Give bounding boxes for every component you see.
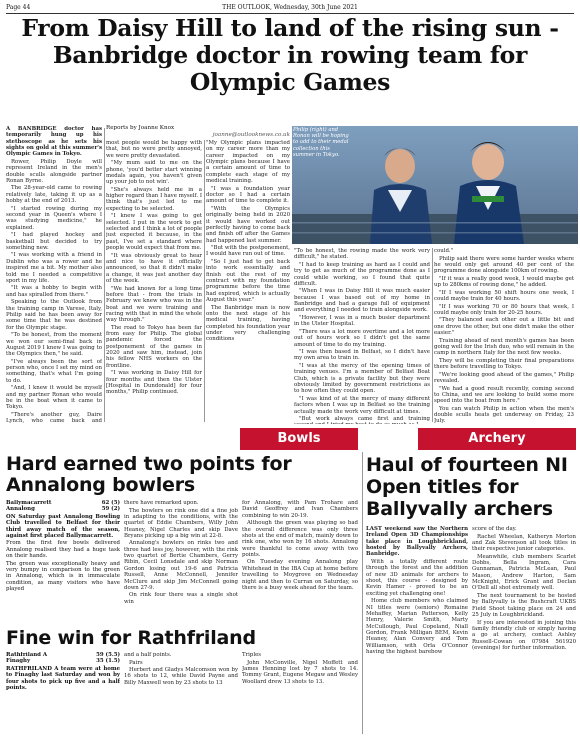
byline <box>106 125 290 139</box>
paragraph: and a half points. <box>124 652 172 658</box>
ballyvally-headline: Haul of fourteen NI Open titles for Ballyvally archers <box>366 454 568 520</box>
story-column-2 <box>106 140 202 424</box>
page-number: Page 44 <box>6 4 31 11</box>
byline-email[interactable]: joanne@outlooknews.co.uk <box>212 132 290 138</box>
main-headline: From Daisy Hill to land of the rising sun - Banbridge doctor in rowing team for Olympic Games <box>21 14 559 96</box>
annalong-column-2 <box>124 500 238 624</box>
story-column-3 <box>294 248 430 424</box>
paragraph: The 28-year-old came to rowing relatively late, taking it up as a hobby at the end of 2013. <box>6 185 102 205</box>
paragraph: "They balanced each other out a little bit and one drove the other, but one didn't make the other easier." <box>434 317 574 337</box>
paragraph: "If it was a really good week, I would maybe get up to 280kms of rowing done," he added. <box>434 275 574 289</box>
paragraph: "I had to keep training as hard as I could and try to get as much of the programme done as I could while working, so I found that quite difficult. <box>294 261 430 287</box>
paragraph: "It was obviously great to hear and nice to have it officially announced, so that it didn't make a change, it was just another day of the week. <box>106 252 202 284</box>
paragraph: The green was exceptionally heavy and very bumpy in comparison to the green in Annalong, which is in immaculate condition, as many visitors who have played <box>6 560 120 593</box>
paragraph: Rower, Philip Doyle will represent Ireland in the men's double sculls alongside partner Ronan Byrne. <box>6 158 102 184</box>
paragraph: "We had known for a long time before that - from the trials in February we knew who was in the boat and we were training and racing with that in mind the whole way through." <box>106 285 202 324</box>
paragraph: With a totally different route through the forest and the addition of new 3D animals for archers to shoot, this course - designed by Kevin Hamer - proved to be an exciting yet challenging one! <box>366 558 468 597</box>
paragraph: "We're looking good ahead of the games," Philip revealed. <box>434 371 574 385</box>
photo-caption: Philip (right) and Ronan will be hoping to add to their medal collection this summer in Tokyo. <box>293 127 349 158</box>
paragraph: "However, I was in a much busier department in the Ulster Hospital. <box>294 315 430 328</box>
annalong-score2-value: 59 (2) <box>101 506 120 513</box>
paragraph: On Tuesday evening Annalong play Whitehead in the IBA Cup at home before travelling to Moygrove on Wednesday night and then to Curran on Saturday, so there is a busy week ahead for the team. <box>242 559 358 591</box>
rathfriland-scorebox <box>6 652 120 734</box>
paragraph: "If I was working 50 shift hours one week, I could maybe train for 40 hours. <box>434 289 574 302</box>
paragraph: "I was then based in Belfast, so I didn't have my own area to train in. <box>294 349 430 362</box>
paragraph: If you are interested in joining this family friendly club or simply having a go at archery, contact Ashley Russell-Cowan on 07984 561920 (evenings) for further information. <box>472 619 576 651</box>
paragraph: "But work always came first and training <box>299 416 430 423</box>
paragraph: Rachel Wheelan, Katheryn Morton and Zak Stevenson all took titles in their respective junior categories. <box>472 533 576 553</box>
story-column-1 <box>6 126 102 424</box>
paragraph: could." <box>434 248 454 254</box>
paragraph: "She's always held me in a higher regard than I have myself. I think that's just led to me expecting to be selected. <box>106 186 202 212</box>
paragraph: "I was a foundation year doctor so I had a certain amount of time to complete it. <box>206 185 290 205</box>
paragraph: The Banbridge man is now onto the next stage of his medical training, having completed his foundation year under very challenging conditions <box>206 304 290 343</box>
bowls-section-label: Bowls <box>277 431 321 446</box>
paragraph: "I knew I was going to get selected. I put in the work to get selected and I think a lot of people just expected it because, in the past, I've set a standard where people would expect that from me. <box>106 213 202 252</box>
paragraph: "There's another guy, Daire Lynch, who came back and <box>6 411 102 424</box>
paragraph: most people would be happy with that, but no were pretty annoyed, we were pretty devastated. <box>106 140 202 159</box>
paragraph: The road to Tokyo has been far from easy for Philip. The global pandemic forced the postponement of the games in 2020 and saw him, instead, join his fellow NHS workers on the frontline. <box>106 324 202 369</box>
annalong-scorebox <box>6 500 120 622</box>
masthead <box>6 2 574 14</box>
paragraph: Pairs <box>129 659 143 666</box>
paragraph: The next tournament to be hosted by Ballyvally is the Bushcraft UKBS Field Shoot taking place on 24 and 25 July in Loughbrickland. <box>472 593 576 619</box>
paragraph: Although the green was playing so bad the overall difference was only three shots at the end of match, mainly down to rink one, who won by 16 shots. Annalong were thankful to come away with two points. <box>242 520 358 558</box>
paragraph: "And, I knew it would be myself and my partner Ronan who would be in the boat when it came to Tokyo. <box>6 385 102 411</box>
paragraph: The bowlers on rink one did a fine job in adapting to the conditions, with the quartet of Eddie Chambers, Willy John Heaney, Nigel Charles and skip Dave Bryans picking up a big win at 22-8. <box>124 507 238 539</box>
paragraph: there have remarked upon. <box>124 500 199 506</box>
paragraph: John McConville, Nigel Moffett and James Henning lost by 7 shots to 14. Tommy Grant, Eugene Megaw and Wesley Woollard drew 13 shots to 13. <box>242 659 358 685</box>
annalong-score2-team: Annalong <box>6 506 35 513</box>
paragraph: "My Olympic plans impacted on my career more than my career impacted on my Olympic plans because I have a certain amount of time to complete each stage of my medical training. <box>206 140 290 185</box>
paragraph: Herbert and Gladys Malcomson won by 16 shots to 12, while David Payne and Billy Maxwell won by 23 shots to 13 <box>124 667 238 686</box>
paragraph: "To be honest, from the moment we won our semi-final back in August 2019 I knew I was going to the Olympics then," he said. <box>6 332 102 358</box>
annalong-score1-value: 62 (5) <box>101 500 120 506</box>
paragraph: LAST weekend saw the Northern Ireland Open 3D Championships take place in Loughbrickland, hosted by Ballyvally Archers, Banbridge. <box>366 526 468 558</box>
paragraph: "To be honest, the rowing made the work very difficult," he stated. <box>294 248 430 261</box>
rathfriland-column-2 <box>124 652 238 734</box>
rathfriland-score2-team: Finaghy <box>6 658 31 665</box>
ballyvally-column-2 <box>472 526 576 734</box>
paragraph: "We had a good result recently, coming second to China, and we are looking to build some more speed into the boat from here." <box>434 385 574 405</box>
story-column-2b <box>206 140 290 424</box>
annalong-lead: ON Saturday past Annalong Bowling Club travelled to Belfast for their third away match of the season, against first placed Ballymacarrett. <box>6 513 120 540</box>
paragraph: From the first few bowls delivered Annalong realised they had a huge task on their hands. <box>6 540 120 560</box>
byline-reporter: Reports by Joanne Knox <box>106 125 175 131</box>
paragraph: "I was at the mercy of the opening times of training venues. I'm a member of Belfast Boat Club, which is a private facility but they were obviously limited by government restrictions as to how often they could open. <box>294 362 430 395</box>
paragraph: A BANBRIDGE doctor has temporarily hung up his stethoscope as he sets his sights on gold at this summer's Olympic Games in Tokyo. <box>6 126 102 158</box>
paragraph: "I started rowing during my second year in Queen's where I was studying medicine," he explained. <box>6 205 102 231</box>
annalong-column-3 <box>242 500 358 624</box>
rathfriland-score2-value: 35 (1.5) <box>96 658 120 665</box>
paragraph: "It was a hobby to begin with and has spiralled from there." <box>6 285 102 298</box>
paragraph: "I was kind of at the mercy of many different factors when I was up in Belfast so the training actually made the work very difficult at times. <box>294 395 430 415</box>
paragraph: "If I was working 70 or 80 hours that week, I could maybe only train for 20-25 hours. <box>434 303 574 316</box>
paragraph: Annalong's bowlers on rinks two and three had less joy, however, with the rink two quartet of Bertie Chambers, Gerry Ribin, Cecil Lonsdale and skip Norman Gordon losing out 19-6 and Patricia Russell, Anne McConnell, Jennifer McClure and skip Jim McConnell going down 27-9. <box>124 540 238 591</box>
paragraph: Philip said there were some harder weeks where he would only get around 40 per cent of the programme done alongside 100km of rowing. <box>434 255 574 275</box>
annalong-column-1 <box>6 540 120 592</box>
paragraph: You can watch Philip in action when the men's double sculls heats get underway on Friday, 23 July. <box>434 405 574 424</box>
annalong-score1-team: Ballymacarrett <box>6 500 52 506</box>
paragraph: "My mum said to me on the phone, 'you'd better start winning medals again, you haven't given up your job to not win'. <box>106 160 202 186</box>
publication-date: THE OUTLOOK, Wednesday, 30th June 2021 <box>222 4 358 11</box>
paragraph: "With the Olympics originally being held in 2020 it would have worked out perfectly having to come back and finish off after the Games had happened last summer. <box>206 205 290 244</box>
paragraph: for Annalong, with Pam Trohare and David Geoffrey and Ivan Chambers combining to win 20-19. <box>242 500 358 519</box>
rathfriland-headline: Fine win for Rathfriland <box>6 627 256 649</box>
paragraph: "I was working in Daisy Hill for four months and then the Ulster [Hospital in Dundonald] for four months," Philip continued. <box>106 370 202 396</box>
paragraph: Triples <box>242 652 262 658</box>
rathfriland-score1-team: Rathfriland A <box>6 652 48 658</box>
paragraph: "I had played hockey and basketball but decided to try something new. <box>6 232 102 251</box>
ballyvally-column-1 <box>366 526 468 734</box>
rathfriland-lead: RATHFRILAND A team were at home to Finaghy last Saturday and won by four shots to pick up five and a half points. <box>6 665 120 692</box>
paragraph: "I was working with a friend in Dublin who was a rower and he inspired me a bit. My mother also told me I needed a competitive sport in my life. <box>6 252 102 284</box>
rathfriland-score1-value: 59 (5.5) <box>96 652 120 658</box>
paragraph: Training ahead of next month's games has been going well for the Irish duo, who will remain in the camp in northern Italy for the next few weeks. <box>434 337 574 357</box>
paragraph: Meanwhile, club members Scarlet Dobbs, Bella Ingram, Cara Gunnaman, Patricia McLean, Paul Mason, Andrew Harton, Sam McKnight, Erick Grant and Declan O'Dell all shot extremely well. <box>472 553 576 592</box>
paragraph: Home club members who claimed NI titles were (seniors) Romaine Mehaffey, Marian Patterson, Kelly Henry, Valerie Smith, Marty McCullough, Paul Copeland, Niall Gordon, Frank Milligan BEM, Kevin Heaney, Alan Convery and Tom Williamson, with Orla O'Connor having the highest barebow <box>366 598 468 655</box>
archery-section-label: Archery <box>468 431 526 446</box>
annalong-headline: Hard earned two points for Annalong bowlers <box>6 453 292 496</box>
paragraph: "There was a lot more overtime and a lot more out of hours work so I didn't get the same amount of time to do my training. <box>294 328 430 348</box>
paragraph: "I've always been the sort of person who, once I set my mind on something, that's what I'm going to do. <box>6 358 102 384</box>
rathfriland-column-3 <box>242 652 358 734</box>
paragraph: Speaking to the Outlook from the training camp in Varese, Italy, Philip said he has been away for some time that he was destined for the Olympic stage. <box>6 299 102 331</box>
paragraph: "So I just had to get back into work essentially and finish out the rest of my contract with my foundation programme before the time had expired, which is actually August this year." <box>206 258 290 303</box>
paragraph: They will be completing their final preparations there before travelling to Tokyo. <box>434 357 574 371</box>
paragraph: "When I was in Daisy Hill it was much easier because I was based out of my home in Banbridge and had a garage full of equipment and everything I needed to train alongside work. <box>294 288 430 314</box>
paragraph: "But with the postponement, I would have run out of time. <box>206 245 290 258</box>
paragraph: score of the day. <box>472 526 517 532</box>
paragraph: On rink four there was a single shot win <box>124 592 238 605</box>
story-column-4 <box>434 248 574 424</box>
